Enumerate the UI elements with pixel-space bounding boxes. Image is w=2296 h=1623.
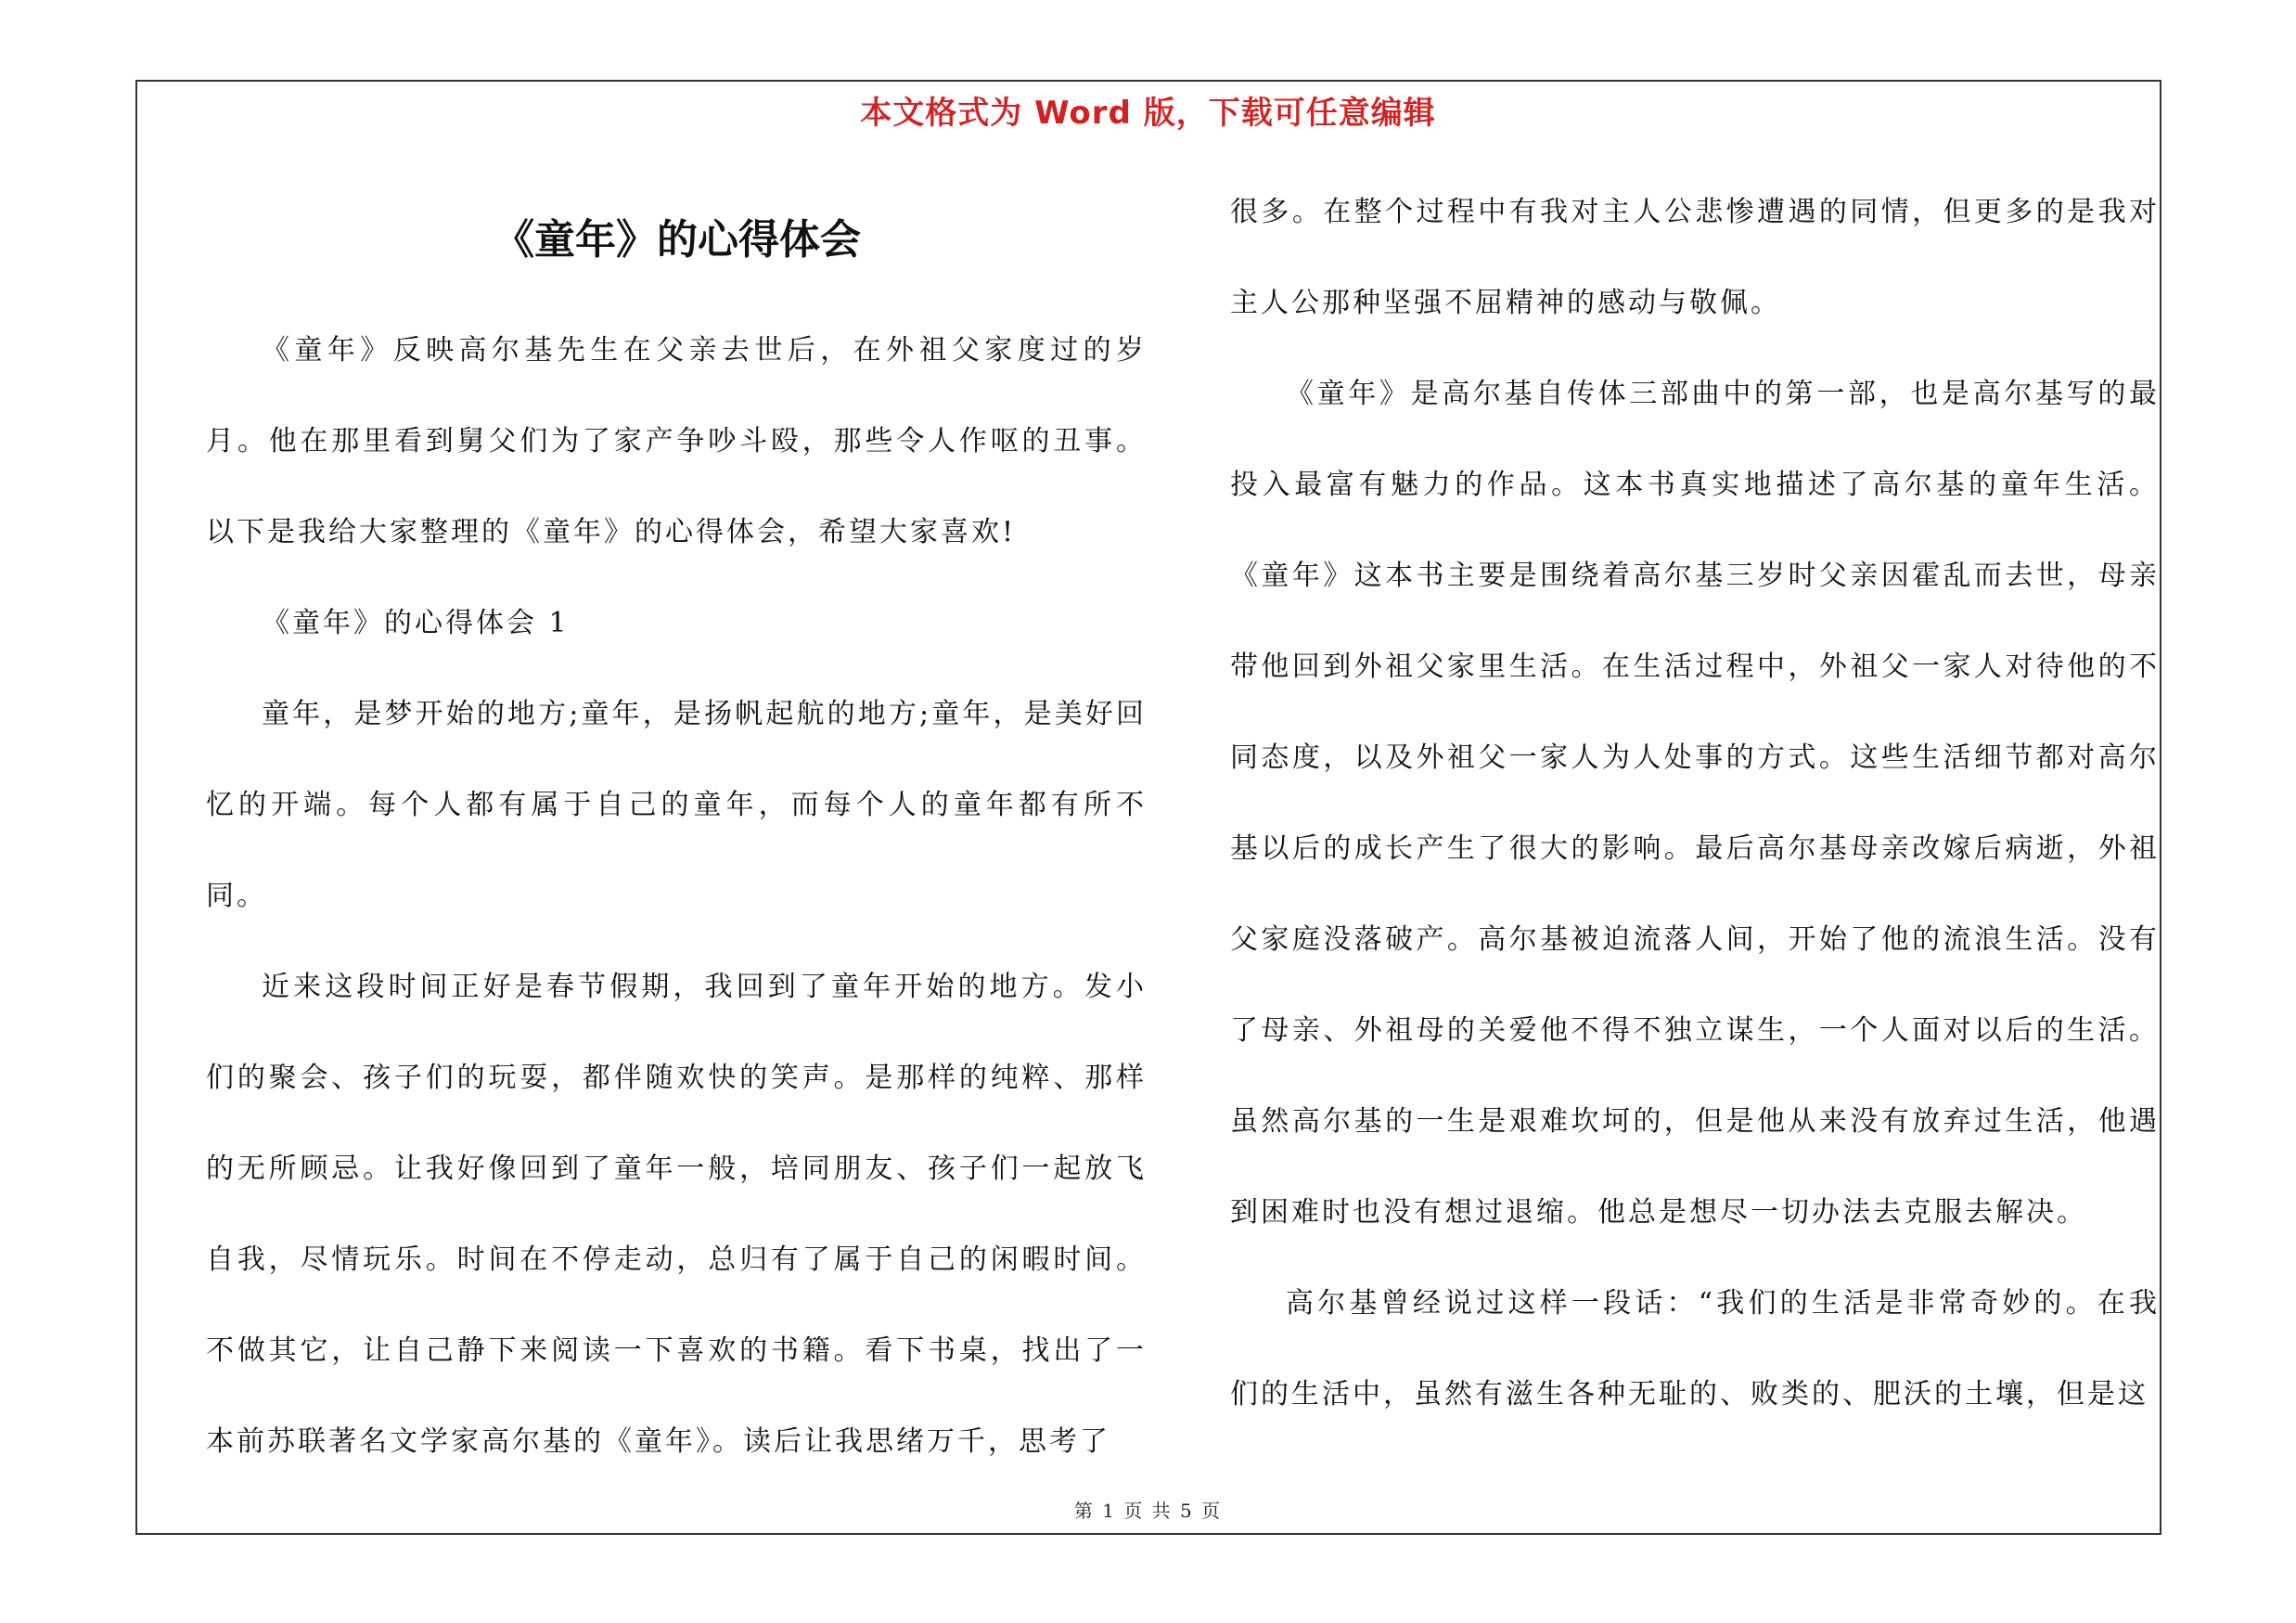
page-footer: 第 1 页 共 5 页 <box>1073 1500 1223 1522</box>
right-column <box>1230 167 2160 1440</box>
intro-paragraph: 《童年》反映高尔基先生在父亲去世后，在外祖父家度过的岁月。他在那里看到舅父们为了家产争吵斗殴，那些令人作呕的丑事。以下是我给大家整理的《童年》的心得体会，希望大家喜欢! <box>206 334 1147 548</box>
body-paragraph: 近来这段时间正好是春节假期，我回到了童年开始的地方。发小们的聚会、孩子们的玩耍，都伴随欢快的笑声。是那样的纯粹、那样的无所顾忌。让我好像回到了童年一般，培同朋友、孩子们一起放飞自我，尽情玩乐。时间在不停走动，总归有了属于自己的闲暇时间。不做其它，让自己静下来阅读一下喜欢的书籍。看下书桌，找出了一本前苏联著名文学家高尔基的《童年》。读后让我思绪万千，思考了 <box>206 971 1147 1458</box>
format-banner: 本文格式为 Word 版，下载可任意编辑 <box>860 95 1436 132</box>
body-paragraph: 《童年》是高尔基自传体三部曲中的第一部，也是高尔基写的最投入最富有魅力的作品。这本书真实地描述了高尔基的童年生活。《童年》这本书主要是围绕着高尔基三岁时父亲因霍乱而去世，母亲带他回到外祖父家里生活。在生活过程中，外祖父一家人对待他的不同态度，以及外祖父一家人为人处事的方式。这些生活细节都对高尔基以后的成长产生了很大的影响。最后高尔基母亲改嫁后病逝，外祖父家庭没落破产。高尔基被迫流落人间，开始了他的流浪生活。没有了母亲、外祖母的关爱他不得不独立谋生，一个人面对以后的生活。虽然高尔基的一生是艰难坎坷的，但是他从来没有放弃过生活，他遇到困难时也没有想过退缩。他总是想尽一切办法去克服去解决。 <box>1230 378 2160 1229</box>
section-heading: 《童年》的心得体会 1 <box>262 607 570 639</box>
continued-paragraph: 很多。在整个过程中有我对主人公悲惨遭遇的同情，但更多的是我对主人公那种坚强不屈精神的感动与敬佩。 <box>1230 196 2160 319</box>
document-title: 《童年》的心得体会 <box>494 216 861 264</box>
body-paragraph: 高尔基曾经说过这样一段话：“我们的生活是非常奇妙的。在我们的生活中，虽然有滋生各种无耻的、败类的、肥沃的土壤，但是这 <box>1230 1287 2160 1410</box>
body-paragraph: 童年，是梦开始的地方;童年，是扬帆起航的地方;童年，是美好回忆的开端。每个人都有属于自己的童年，而每个人的童年都有所不同。 <box>206 698 1147 912</box>
left-column <box>206 305 1147 1488</box>
